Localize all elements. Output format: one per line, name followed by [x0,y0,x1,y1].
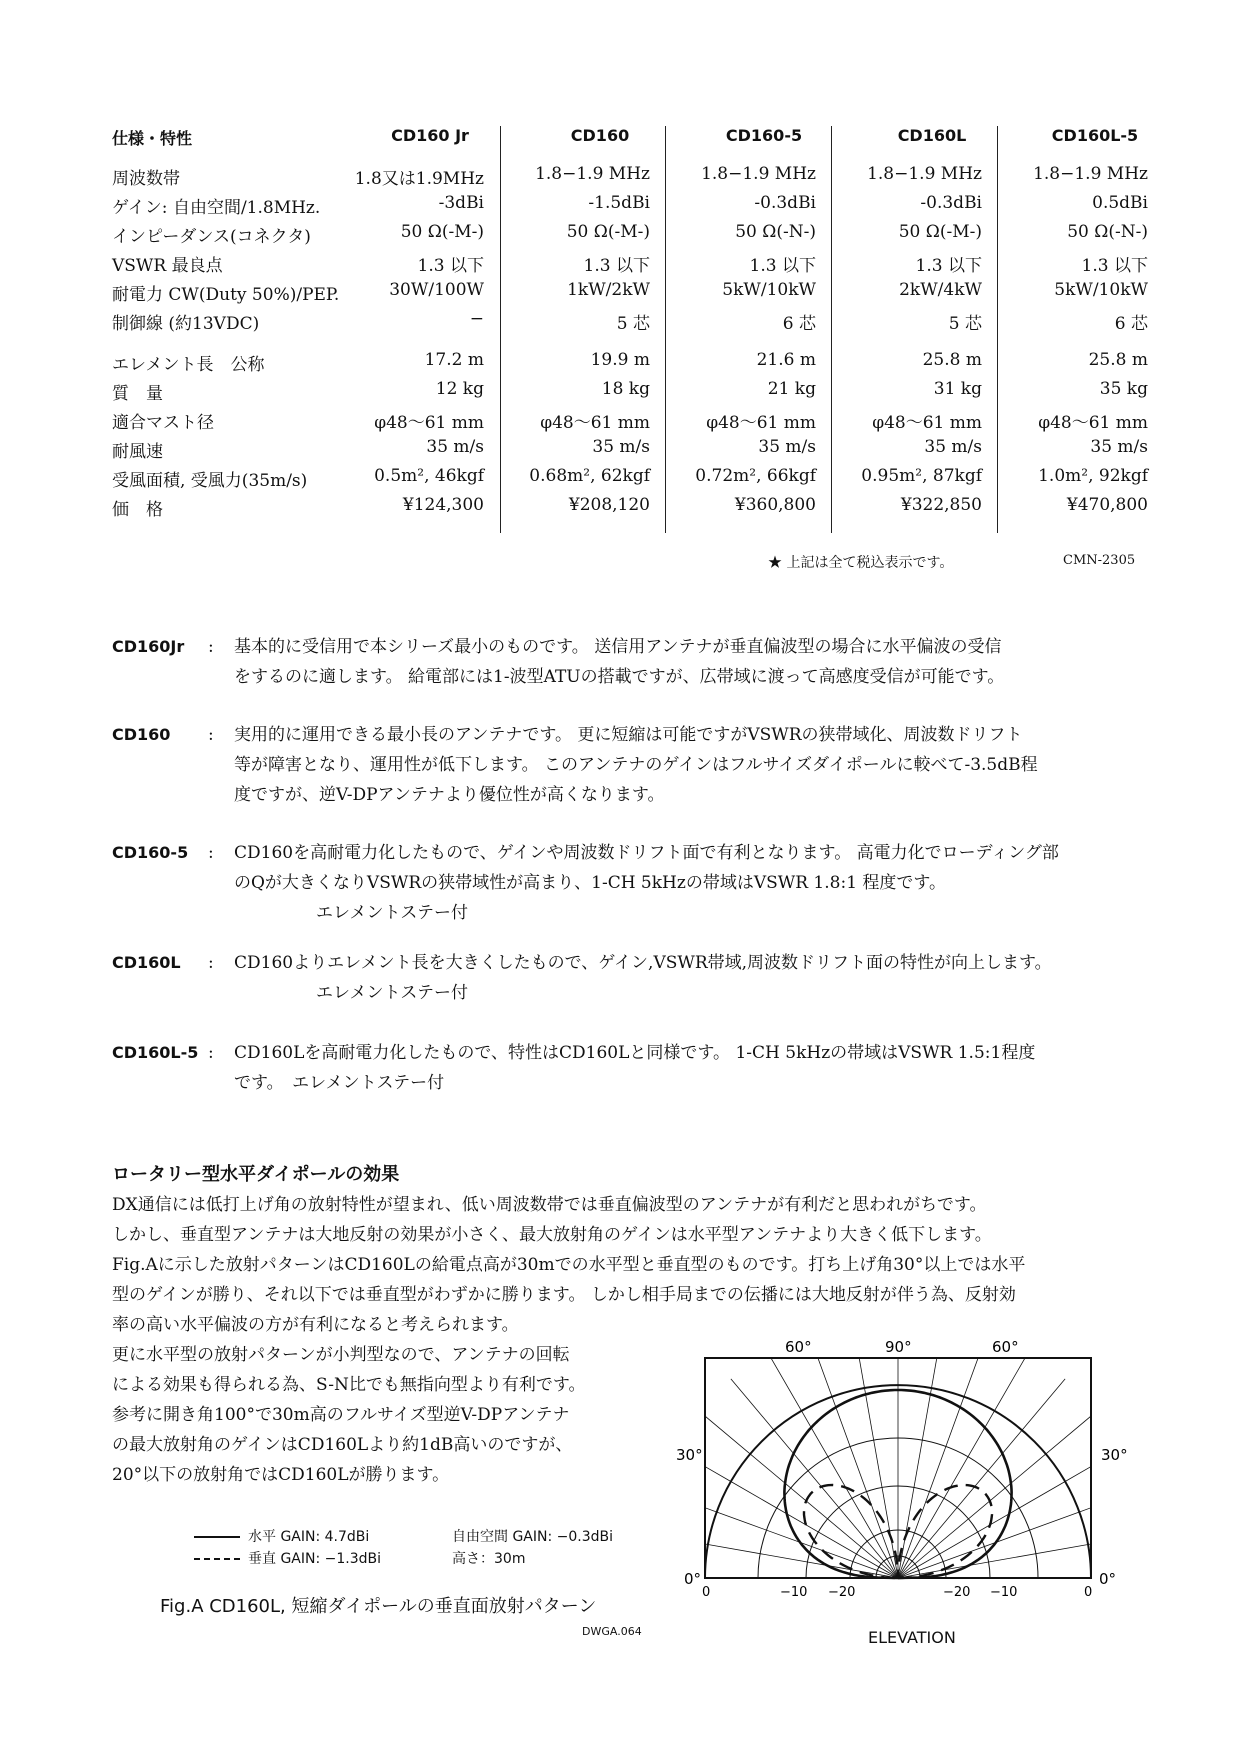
paragraph-line: Fig.Aに示した放射パターンはCD160Lの給電点高が30mでの水平型と垂直型のものです。打ち上げ角30°以上では水平 [112,1255,1026,1275]
spec-value: ¥322,850 [900,495,982,515]
grid-ray-outer [1079,1489,1140,1512]
grid-ray-outer [660,1533,708,1545]
description-line: をするのに適します。 給電部には1-波型ATUの搭載ですが、広帯域に渡って高感度受信が可能です。 [234,667,1005,687]
doc-code: CMN-2305 [1063,553,1136,568]
spec-value: 1.3 以下 [1081,256,1148,276]
legend [194,1526,614,1570]
spec-value: -0.3dBi [920,193,982,213]
spec-label: 適合マスト径 [112,413,214,433]
legend-horizontal: 水平 GAIN: 4.7dBi [248,1529,370,1545]
paragraph-line: しかし、垂直型アンテナは大地反射の効果が小さく、最大放射角のゲインは水平型アンテナより大きく低下します。 [112,1225,992,1245]
description-text [234,632,1159,692]
grid-ray-outer [853,1338,865,1388]
colon: : [208,953,214,973]
paragraph-line: 型のゲインが勝り、それ以下では垂直型がわずかに勝ります。 しかし相手局までの伝播には大地反射が伴う為、反射効 [112,1285,1016,1305]
drawing-number: DWGA.064 [582,1625,642,1638]
angle-label-30-left: 30° [676,1446,703,1464]
grid-ray-outer [699,1411,750,1454]
db-label-0-right: 0 [1084,1585,1093,1600]
model-name: CD160 [112,725,171,744]
grid-ray-outer [995,1353,1029,1411]
grid-ray-outer [768,1353,802,1411]
spec-row [112,309,1152,338]
db-label-20-right: −20 [943,1585,971,1600]
column-divider [831,126,832,533]
paragraph-line: の最大放射角のゲインはCD160Lより約1dB高いのですが、 [112,1435,573,1455]
paragraph-line: による効果も得られる為、S-N比でも無指向型より有利です。 [112,1375,586,1395]
spec-value: 0.68m², 62kgf [529,466,650,486]
spec-value: 21 kg [767,379,816,399]
description-text [234,838,1159,928]
solid-line-swatch [194,1536,240,1538]
column-divider [500,126,501,533]
spec-row [112,437,1152,466]
spec-label: 質 量 [112,384,163,404]
spec-value: 5kW/10kW [1054,280,1148,300]
spec-value: 5 芯 [948,314,982,334]
spec-value: 35 m/s [426,437,484,457]
spec-value: 50 Ω(-M-) [898,222,982,242]
spec-value: 1.3 以下 [749,256,816,276]
angle-label-30-right: 30° [1101,1446,1128,1464]
paragraph-line: 更に水平型の放射パターンが小判型なので、アンテナの回転 [112,1345,570,1365]
grid-ray-outer [809,1338,832,1397]
spec-value: 35 m/s [1090,437,1148,457]
spec-label: 受風面積, 受風力(35m/s) [112,471,308,491]
angle-label-60-left: 60° [785,1338,812,1356]
colon: : [208,843,214,863]
description-line: 実用的に運用できる最小長のアンテナです。 更に短縮は可能ですがVSWRの狭帯域化、周波数ドリフト [234,725,1023,745]
spec-value: -3dBi [438,193,484,213]
spec-value: 25.8 m [922,350,982,370]
dashed-line-swatch [194,1558,240,1560]
spec-value: ¥124,300 [402,495,484,515]
spec-value: 5kW/10kW [722,280,816,300]
model-header: CD160-5 [725,126,803,145]
spec-value: 1.8又は1.9MHz [354,169,484,189]
spec-row [112,408,1152,437]
section-paragraph [112,1190,1025,1340]
angle-label-60-right: 60° [992,1338,1019,1356]
model-header: CD160L [897,126,967,145]
spec-row [112,251,1152,280]
spec-value: 2kW/4kW [899,280,982,300]
spec-title: 仕様・特性 [112,129,193,148]
spec-value: 6 芯 [782,314,816,334]
spec-row [112,466,1152,495]
spec-value: 1.3 以下 [915,256,982,276]
spec-value: -1.5dBi [588,193,650,213]
spec-value: 17.2 m [424,350,484,370]
spec-value: 5 芯 [616,314,650,334]
db-label-20-left: −20 [828,1585,856,1600]
spec-value: 50 Ω(-N-) [1067,222,1148,242]
elevation-label: ELEVATION [868,1628,956,1647]
description-line: 等が障害となり、運用性が低下します。 このアンテナのゲインはフルサイズダイポールに較べて-3.5dB程 [234,755,1038,775]
polar-grid [660,1338,1140,1578]
spec-value: 25.8 m [1088,350,1148,370]
description-extra: エレメントステー付 [316,983,468,1003]
spec-value: 1.8−1.9 MHz [701,164,816,184]
spec-value: ¥470,800 [1066,495,1148,515]
spec-value: 12 kg [435,379,484,399]
column-divider [997,126,998,533]
spec-value: ¥208,120 [568,495,650,515]
description-text [234,1038,1159,1098]
radiation-pattern-figure [660,1338,1140,1618]
model-header: CD160 Jr [391,126,469,145]
spec-value: 35 m/s [758,437,816,457]
description-line: です。 エレメントステー付 [234,1073,445,1093]
spec-header-row [112,126,1152,164]
colon: : [208,725,214,745]
spec-value: φ48〜61 mm [1038,413,1148,433]
spec-table [112,126,1152,524]
paragraph-line: DX通信には低打上げ角の放射特性が望まれ、低い周波数帯では垂直偏波型のアンテナが有利だと思われがちです。 [112,1195,987,1215]
column-divider [665,126,666,533]
grid-ray-outer [731,1379,774,1430]
colon: : [208,1043,214,1063]
model-name: CD160L-5 [112,1043,199,1062]
db-label-10-left: −10 [780,1585,808,1600]
spec-value: 1.8−1.9 MHz [1033,164,1148,184]
angle-label-0-right: 0° [1099,1570,1117,1588]
spec-value: 1.3 以下 [417,256,484,276]
spec-value: 50 Ω(-M-) [400,222,484,242]
spec-gap [112,338,1152,350]
spec-label: ゲイン: 自由空間/1.8MHz. [112,198,321,218]
description-line: 基本的に受信用で本シリーズ最小のものです。 送信用アンテナが垂直偏波型の場合に水平偏波の受信 [234,637,1002,657]
colon: : [208,637,214,657]
figure-caption: Fig.A CD160L, 短縮ダイポールの垂直面放射パターン [160,1596,597,1617]
description-text [234,720,1159,810]
spec-value: 35 m/s [924,437,982,457]
spec-value: 31 kg [933,379,982,399]
description-line: 度ですが、逆V-DPアンテナより優位性が高くなります。 [234,785,665,805]
legend-free-space: 自由空間 GAIN: −0.3dBi [452,1529,614,1545]
db-label-0-left: 0 [702,1585,711,1600]
spec-value: 35 kg [1099,379,1148,399]
model-name: CD160-5 [112,843,189,862]
grid-ray-outer [932,1338,944,1388]
spec-label: 耐電力 CW(Duty 50%)/PEP. [112,285,340,305]
spec-row [112,495,1152,524]
angle-label-90: 90° [885,1338,912,1356]
description-line: CD160を高耐電力化したもので、ゲインや周波数ドリフト面で有利となります。 高電力化でローディング部 [234,843,1059,863]
model-header: CD160 [570,126,630,145]
description-text [234,948,1159,1008]
spec-value: φ48〜61 mm [706,413,816,433]
spec-value: 18 kg [601,379,650,399]
paragraph-line: 率の高い水平偏波の方が有利になると考えられます。 [112,1315,519,1335]
spec-row [112,350,1152,379]
grid-ray-outer [1088,1533,1140,1545]
spec-value: 30W/100W [389,280,484,300]
description-extra: エレメントステー付 [316,903,468,923]
spec-value: φ48〜61 mm [872,413,982,433]
spec-value: 1.3 以下 [583,256,650,276]
spec-value: 0.5m², 46kgf [374,466,484,486]
db-label-10-right: −10 [990,1585,1018,1600]
spec-label: 価 格 [112,500,163,520]
spec-value: 6 芯 [1114,314,1148,334]
spec-value: 21.6 m [756,350,816,370]
spec-row [112,379,1152,408]
legend-height: 高さ：30m [452,1551,526,1567]
spec-value: 1.8−1.9 MHz [867,164,982,184]
section-title: ロータリー型水平ダイポールの効果 [112,1164,400,1185]
spec-value: 1.8−1.9 MHz [535,164,650,184]
spec-label: インピーダンス(コネクタ) [112,227,311,247]
spec-value: 1.0m², 92kgf [1038,466,1148,486]
spec-label: VSWR 最良点 [112,256,223,276]
grid-ray-outer [964,1338,987,1397]
spec-label: 制御線 (約13VDC) [112,314,260,334]
spec-value: − [469,309,484,329]
description-line: CD160よりエレメント長を大きくしたもので、ゲイン,VSWR帯域,周波数ドリフト面の特性が向上します。 [234,953,1052,973]
spec-label: エレメント長 公称 [112,355,265,375]
section-paragraph-side [112,1340,586,1490]
model-header: CD160L-5 [1051,126,1139,145]
description-line: のQが大きくなりVSWRの狭帯域性が高まり、1-CH 5kHzの帯域はVSWR 1.8:1 程度です。 [234,873,947,893]
spec-value: 19.9 m [590,350,650,370]
spec-value: 50 Ω(-M-) [566,222,650,242]
spec-value: 50 Ω(-N-) [735,222,816,242]
spec-label: 周波数帯 [112,169,180,189]
legend-vertical: 垂直 GAIN: −1.3dBi [248,1551,382,1567]
paragraph-line: 参考に開き角100°で30m高のフルサイズ型逆V-DPアンテナ [112,1405,570,1425]
spec-value: φ48〜61 mm [374,413,484,433]
spec-row [112,164,1152,193]
spec-row [112,193,1152,222]
spec-value: 35 m/s [592,437,650,457]
grid-ray-outer [1022,1379,1065,1430]
model-name: CD160Jr [112,637,185,656]
paragraph-line: 20°以下の放射角ではCD160Lが勝ります。 [112,1465,450,1485]
spec-value: 0.5dBi [1092,193,1148,213]
spec-value: 1kW/2kW [567,280,650,300]
spec-label: 耐風速 [112,442,163,462]
spec-row [112,280,1152,309]
grid-ray-outer [660,1489,717,1512]
angle-label-0-left: 0° [684,1570,702,1588]
model-name: CD160L [112,953,181,972]
spec-value: 0.72m², 66kgf [695,466,816,486]
spec-value: φ48〜61 mm [540,413,650,433]
spec-value: -0.3dBi [754,193,816,213]
tax-note: ★ 上記は全て税込表示です。 [768,555,954,571]
spec-row [112,222,1152,251]
spec-value: ¥360,800 [734,495,816,515]
spec-value: 0.95m², 87kgf [861,466,982,486]
description-line: CD160Lを高耐電力化したもので、特性はCD160Lと同様です。 1-CH 5kHzの帯域はVSWR 1.5:1程度 [234,1043,1036,1063]
grid-ray-outer [1046,1411,1097,1454]
